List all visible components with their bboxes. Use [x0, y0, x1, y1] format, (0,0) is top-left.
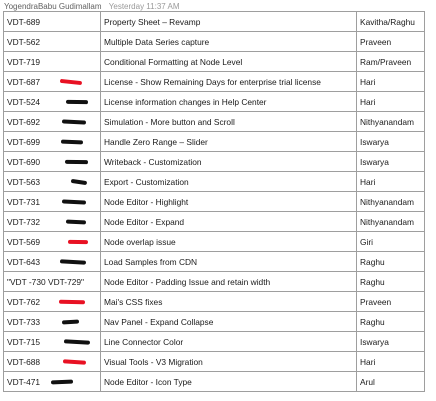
- red-strike-mark: [68, 240, 88, 244]
- task-owner: Hari: [357, 92, 425, 112]
- task-id-cell: [4, 352, 101, 372]
- task-id-cell: [4, 12, 101, 32]
- table-row: [4, 332, 425, 352]
- task-description: License - Show Remaining Days for enterprise trial license: [101, 72, 357, 92]
- task-id: VDT-692: [7, 116, 41, 127]
- table-row: [4, 112, 425, 132]
- task-description: Node Editor - Expand: [101, 212, 357, 232]
- task-owner: Giri: [357, 232, 425, 252]
- task-owner: Raghu: [357, 272, 425, 292]
- message-timestamp: Yesterday 11:37 AM: [108, 2, 180, 11]
- task-description: Load Samples from CDN: [101, 252, 357, 272]
- red-strike-mark: [60, 79, 82, 85]
- task-owner: Kavitha/Raghu: [357, 12, 425, 32]
- task-id: VDT-731: [7, 196, 41, 207]
- task-id: VDT-643: [7, 256, 41, 267]
- task-id-cell: [4, 332, 101, 352]
- task-owner: Raghu: [357, 252, 425, 272]
- task-id: VDT-563: [7, 176, 41, 187]
- table-row: [4, 72, 425, 92]
- task-id: VDT-690: [7, 156, 41, 167]
- black-strike-mark: [61, 140, 83, 144]
- table-row: [4, 212, 425, 232]
- table-row: [4, 12, 425, 32]
- table-row: [4, 152, 425, 172]
- task-id: VDT-688: [7, 356, 41, 367]
- task-id: VDT-569: [7, 236, 41, 247]
- task-table: [3, 11, 425, 392]
- task-id-cell: [4, 252, 101, 272]
- black-strike-mark: [66, 100, 88, 104]
- task-id-cell: [4, 112, 101, 132]
- task-owner: Hari: [357, 72, 425, 92]
- table-row: [4, 32, 425, 52]
- task-id-cell: [4, 52, 101, 72]
- task-owner: Nithyanandam: [357, 212, 425, 232]
- task-description: Node Editor - Padding Issue and retain width: [101, 272, 357, 292]
- task-description: Nav Panel - Expand Collapse: [101, 312, 357, 332]
- task-description: Node Editor - Icon Type: [101, 372, 357, 392]
- table-row: [4, 192, 425, 212]
- task-description: Multiple Data Series capture: [101, 32, 357, 52]
- task-id: VDT-719: [7, 56, 41, 67]
- task-id: VDT-732: [7, 216, 41, 227]
- black-strike-mark: [62, 119, 86, 124]
- task-id-cell: [4, 232, 101, 252]
- task-id: "VDT -730 VDT-729": [7, 276, 85, 287]
- task-owner: Praveen: [357, 292, 425, 312]
- task-id: VDT-689: [7, 16, 41, 27]
- table-row: [4, 232, 425, 252]
- task-id-cell: [4, 152, 101, 172]
- table-row: [4, 52, 425, 72]
- task-owner: Hari: [357, 352, 425, 372]
- task-owner: Iswarya: [357, 332, 425, 352]
- task-owner: Raghu: [357, 312, 425, 332]
- black-strike-mark: [71, 179, 87, 185]
- task-id: VDT-733: [7, 316, 41, 327]
- task-id: VDT-699: [7, 136, 41, 147]
- task-description: Simulation - More button and Scroll: [101, 112, 357, 132]
- task-description: Visual Tools - V3 Migration: [101, 352, 357, 372]
- task-owner: Nithyanandam: [357, 192, 425, 212]
- task-id-cell: [4, 92, 101, 112]
- task-owner: Hari: [357, 172, 425, 192]
- task-id-cell: [4, 212, 101, 232]
- black-strike-mark: [62, 199, 86, 204]
- table-row: [4, 272, 425, 292]
- table-row: [4, 292, 425, 312]
- task-id-cell: [4, 292, 101, 312]
- task-description: Node Editor - Highlight: [101, 192, 357, 212]
- task-description: Writeback - Customization: [101, 152, 357, 172]
- task-id: VDT-524: [7, 96, 41, 107]
- task-description: Export - Customization: [101, 172, 357, 192]
- task-owner: Iswarya: [357, 152, 425, 172]
- black-strike-mark: [51, 380, 73, 384]
- task-description: License information changes in Help Center: [101, 92, 357, 112]
- task-id-cell: [4, 32, 101, 52]
- table-row: [4, 132, 425, 152]
- task-id: VDT-715: [7, 336, 41, 347]
- table-row: [4, 372, 425, 392]
- task-id-cell: [4, 272, 101, 292]
- task-description: Property Sheet – Revamp: [101, 12, 357, 32]
- task-id-cell: [4, 132, 101, 152]
- table-row: [4, 172, 425, 192]
- task-id: VDT-687: [7, 76, 41, 87]
- task-table-body: [4, 12, 425, 392]
- black-strike-mark: [65, 160, 88, 164]
- task-owner: Nithyanandam: [357, 112, 425, 132]
- table-row: [4, 92, 425, 112]
- task-id-cell: [4, 192, 101, 212]
- task-description: Handle Zero Range – Slider: [101, 132, 357, 152]
- task-id-cell: [4, 372, 101, 392]
- task-description: Line Connector Color: [101, 332, 357, 352]
- task-id-cell: [4, 172, 101, 192]
- table-row: [4, 252, 425, 272]
- red-strike-mark: [63, 359, 86, 364]
- black-strike-mark: [62, 320, 79, 324]
- task-id: VDT-471: [7, 376, 41, 387]
- task-description: Conditional Formatting at Node Level: [101, 52, 357, 72]
- task-owner: Praveen: [357, 32, 425, 52]
- task-id-cell: [4, 312, 101, 332]
- task-owner: Iswarya: [357, 132, 425, 152]
- black-strike-mark: [66, 219, 86, 224]
- task-owner: Ram/Praveen: [357, 52, 425, 72]
- task-id-cell: [4, 72, 101, 92]
- task-description: Mai's CSS fixes: [101, 292, 357, 312]
- sender-name[interactable]: YogendraBabu Gudimallam: [4, 2, 102, 11]
- task-owner: Arul: [357, 372, 425, 392]
- red-strike-mark: [59, 300, 85, 304]
- task-id: VDT-562: [7, 36, 41, 47]
- task-id: VDT-762: [7, 296, 41, 307]
- table-row: [4, 312, 425, 332]
- task-description: Node overlap issue: [101, 232, 357, 252]
- table-row: [4, 352, 425, 372]
- black-strike-mark: [60, 259, 86, 264]
- black-strike-mark: [64, 339, 90, 344]
